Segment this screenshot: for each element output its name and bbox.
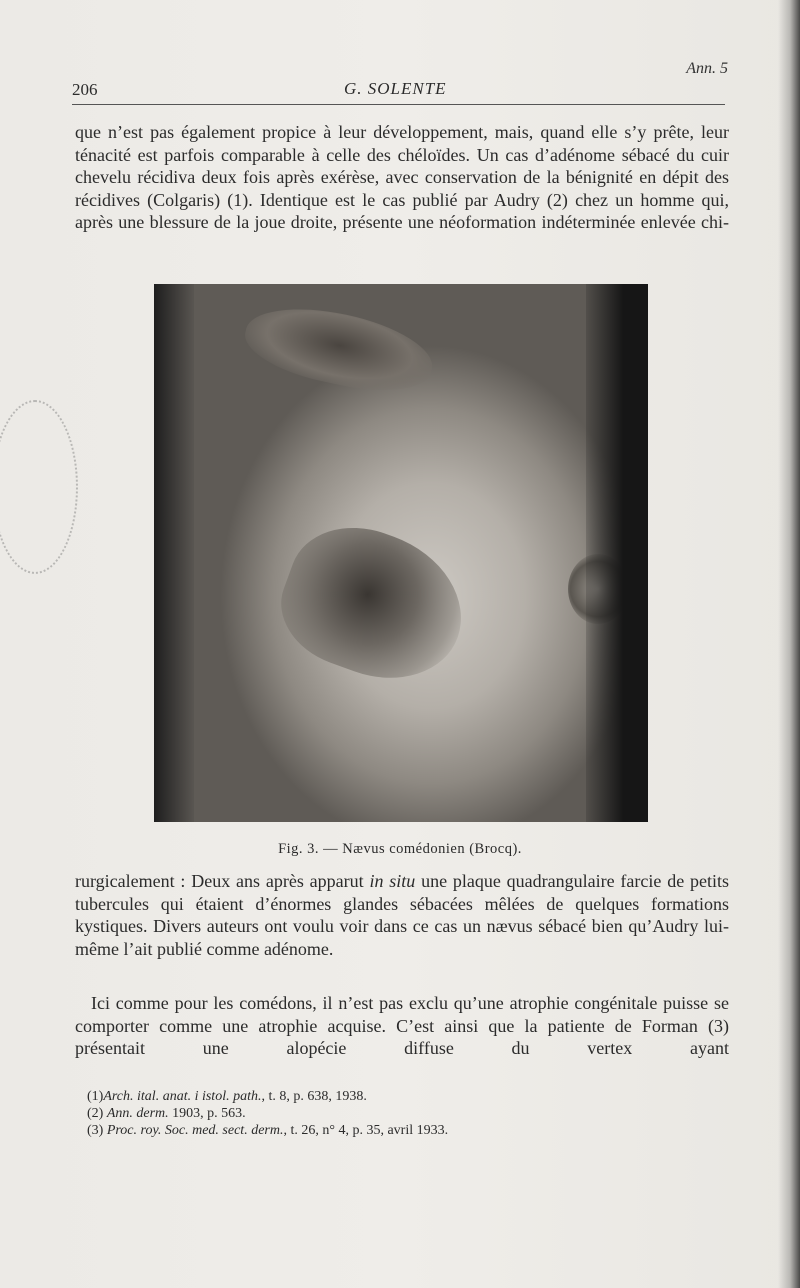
footnote-source: Arch. ital. anat. i istol. path. bbox=[103, 1089, 262, 1104]
paragraph-2 bbox=[75, 870, 729, 960]
page-number: 206 bbox=[72, 80, 98, 99]
paragraph-2-text-a: rurgicalement : Deux ans après apparut bbox=[75, 871, 370, 891]
footnote-2 bbox=[87, 1105, 727, 1122]
footnote-source: Ann. derm. bbox=[106, 1106, 169, 1121]
footnote-ref: , t. 26, n° 4, p. 35, avril 1933. bbox=[283, 1123, 449, 1138]
running-head: G. SOLENTE bbox=[344, 79, 447, 98]
margin-annotation: Ann. 5 bbox=[686, 60, 728, 77]
footnote-number: (1) bbox=[87, 1089, 104, 1104]
clinical-photograph bbox=[154, 284, 648, 822]
figure-caption: Fig. 3. — Nævus comédonien (Brocq). bbox=[278, 841, 522, 857]
photo-lips bbox=[239, 295, 439, 403]
footnotes bbox=[87, 1088, 727, 1139]
footnote-1 bbox=[87, 1088, 727, 1105]
page-edge-shadow bbox=[778, 0, 800, 1288]
photo-lesion bbox=[265, 507, 482, 700]
paragraph-2-italic: in situ bbox=[369, 871, 416, 891]
paragraph-2-text-b: une plaque quadrangulaire farcie de petits tubercules qui étaient d’énormes glandes sébacées mêlées de quelques formations kystiques. Divers auteurs ont voulu voir dans ce cas un nævus sébacé bien qu’Audry lui-même l’ait publié comme adénome. bbox=[75, 871, 729, 959]
footnote-number: (3) bbox=[87, 1123, 104, 1138]
paragraph-1: que n’est pas également propice à leur développement, mais, quand elle s’y prête, leur ténacité est parfois comparable à celle des chéloïdes. Un cas d’adénome sébacé du cuir chevelu récidiva deux fois après exérèse, avec conservation de la bénignité en dépit des récidives (Colgaris) (1). Identique est le cas publié par Audry (2) chez un homme qui, après une blessure de la joue droite, présente une néoformation indéterminée enlevée chi- bbox=[75, 122, 729, 233]
photo-shadow-right bbox=[586, 284, 648, 822]
paragraph-3-text: Ici comme pour les comédons, il n’est pas exclu qu’une atrophie congénitale puisse se comporter comme une atrophie acquise. C’est ainsi que la patiente de Forman (3) présentait une alopécie diffuse du vertex ayant bbox=[75, 993, 729, 1059]
footnote-source: Proc. roy. Soc. med. sect. derm. bbox=[106, 1123, 284, 1138]
page-header bbox=[72, 76, 725, 105]
footnote-number: (2) bbox=[87, 1106, 104, 1121]
footnote-ref: , t. 8, p. 638, 1938. bbox=[261, 1089, 367, 1104]
library-stamp bbox=[0, 400, 78, 574]
footnote-3 bbox=[87, 1122, 727, 1139]
paragraph-3 bbox=[75, 992, 729, 1060]
footnote-ref: 1903, p. 563. bbox=[168, 1106, 246, 1121]
photo-shadow-left bbox=[154, 284, 194, 822]
